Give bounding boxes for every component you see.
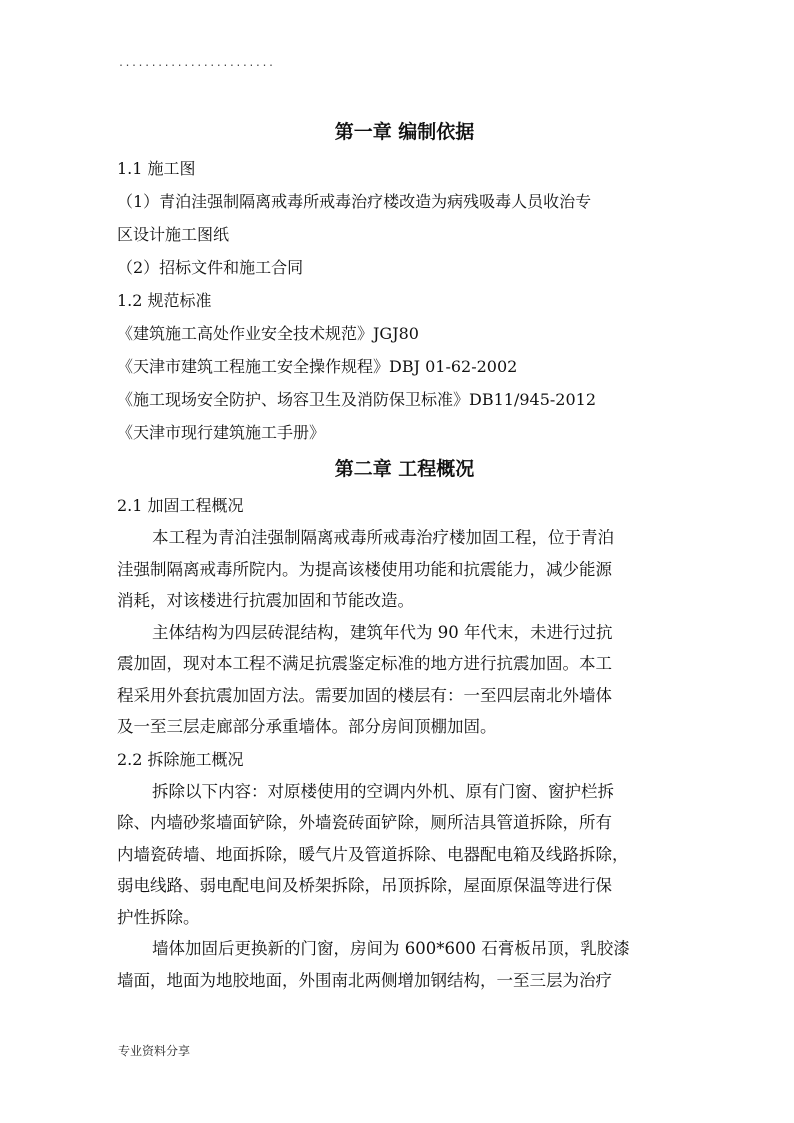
text-line: 《建筑施工高处作业安全技术规范》JGJ80 [117, 324, 419, 343]
paragraph-line: 及一至三层走廊部分承重墙体。部分房间顶棚加固。 [117, 717, 497, 736]
paragraph-line: 洼强制隔离戒毒所院内。为提高该楼使用功能和抗震能力，减少能源 [117, 559, 612, 579]
text-line: 《天津市现行建筑施工手册》 [117, 423, 326, 442]
text-line: 《天津市建筑工程施工安全操作规程》DBJ 01-62-2002 [117, 357, 518, 376]
paragraph-line: 护性拆除。 [117, 907, 200, 927]
paragraph-line: 消耗，对该楼进行抗震加固和节能改造。 [117, 591, 414, 610]
footer-text: 专业资料分享 [118, 1044, 191, 1058]
text-line: 区设计施工图纸 [117, 225, 230, 244]
paragraph [117, 617, 692, 743]
document-body [117, 112, 692, 996]
paragraph-line: 除、内墙砂浆墙面铲除，外墙瓷砖面铲除，厕所洁具管道拆除，所有 [117, 813, 612, 832]
paragraph-line: 弱电线路、弱电配电间及桥架拆除，吊顶拆除，屋面原保温等进行保 [117, 876, 612, 895]
paragraph-line: 主体结构为四层砖混结构，建筑年代为 90 年代末，未进行过抗 [152, 622, 613, 642]
text-line: （1）青泊洼强制隔离戒毒所戒毒治疗楼改造为病残吸毒人员收治专 [117, 192, 592, 211]
paragraph [117, 933, 692, 996]
paragraph-line: 震加固，现对本工程不满足抗震鉴定标准的地方进行抗震加固。本工 [117, 654, 612, 673]
header-dotted-rule: ........................ [118, 58, 275, 69]
section-heading: 2.2 拆除施工概况 [117, 749, 244, 769]
paragraph-line: 墙面，地面为地胶地面，外围南北两侧增加钢结构，一至三层为治疗 [117, 970, 612, 990]
text-line: （2）招标文件和施工合同 [117, 258, 304, 277]
paragraph-line: 墙体加固后更换新的门窗，房间为 600*600 石膏板吊顶，乳胶漆 [152, 939, 630, 958]
text-line: 1.2 规范标准 [117, 291, 212, 310]
paragraph-line: 内墙瓷砖墙、地面拆除，暖气片及管道拆除、电器配电箱及线路拆除， [117, 844, 629, 864]
text-line: 1.1 施工图 [117, 159, 196, 178]
paragraph [117, 522, 692, 617]
chapter-1-title: 第一章 编制依据 [334, 121, 475, 143]
paragraph-line: 拆除以下内容：对原楼使用的空调内外机、原有门窗、窗护栏拆 [152, 781, 614, 801]
paragraph-line: 本工程为青泊洼强制隔离戒毒所戒毒治疗楼加固工程，位于青泊 [152, 528, 614, 547]
paragraph-line: 程采用外套抗震加固方法。需要加固的楼层有：一至四层南北外墙体 [117, 685, 612, 705]
paragraph [117, 776, 692, 934]
text-line: 《施工现场安全防护、场容卫生及消防保卫标准》DB11/945-2012 [117, 390, 597, 409]
section-heading: 2.1 加固工程概况 [117, 496, 244, 515]
chapter-2-title: 第二章 工程概况 [334, 458, 475, 480]
